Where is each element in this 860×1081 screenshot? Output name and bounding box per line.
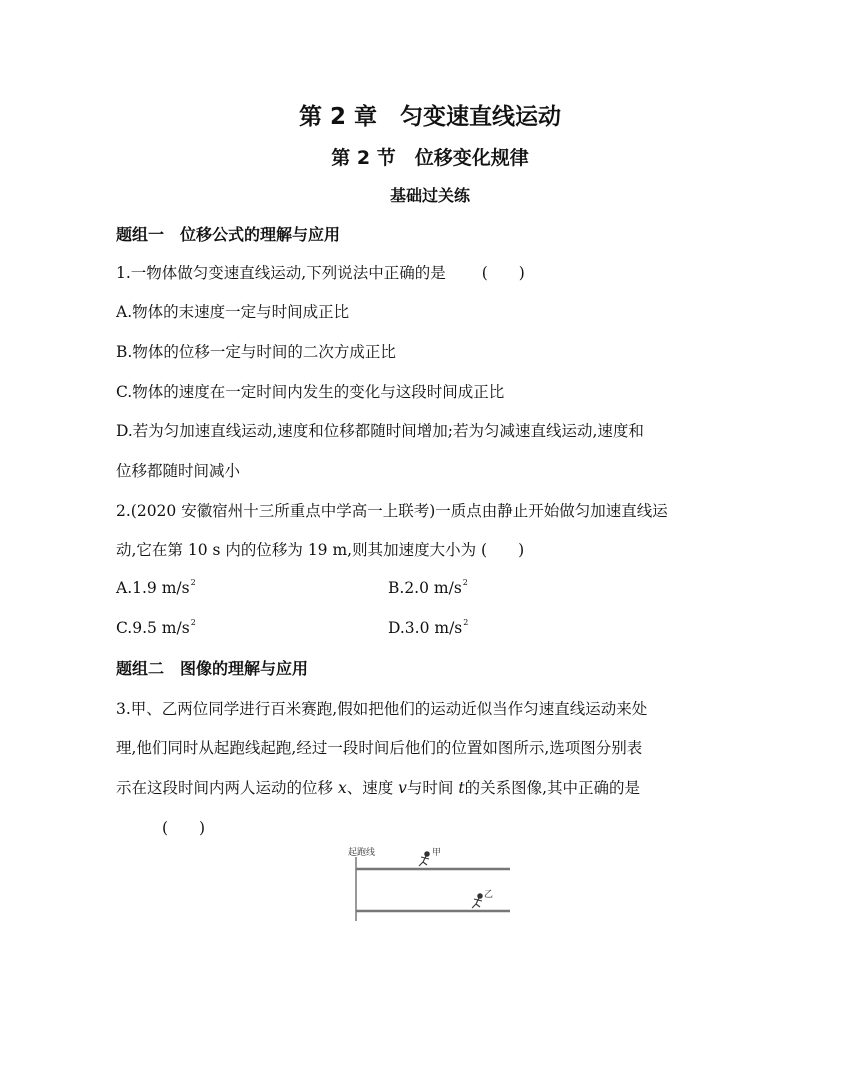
- q1-stem-text: 1.一物体做匀变速直线运动,下列说法中正确的是: [116, 264, 446, 282]
- q2-option-b-text: B.2.0 m/s: [388, 579, 462, 597]
- chapter-title: 第 2 章 匀变速直线运动: [298, 104, 562, 130]
- q2-option-a: [116, 578, 196, 597]
- exercise-subtitle: 基础过关练: [389, 186, 470, 205]
- group2-heading: 题组二 图像的理解与应用: [116, 659, 309, 678]
- q1-stem: [116, 261, 525, 283]
- q3-var-x: x: [337, 779, 347, 797]
- q2-option-a-exp: 2: [190, 578, 196, 587]
- q2-option-d: [388, 618, 468, 637]
- q3-stem-line1: 3.甲、乙两位同学进行百米赛跑,假如把他们的运动近似当作匀速直线运动来处: [116, 700, 648, 718]
- runner-a-label: 甲: [432, 848, 442, 858]
- q3-text-c: 与时间: [406, 779, 454, 797]
- q3-answer-bracket: ( ): [162, 819, 206, 837]
- q2-option-c: [116, 618, 196, 637]
- q3-text-b: 、速度: [346, 779, 394, 797]
- q1-answer-bracket: ( ): [481, 264, 525, 282]
- q2-option-d-text: D.3.0 m/s: [388, 619, 463, 637]
- q2-option-d-exp: 2: [463, 618, 469, 627]
- q3-text-d: 的关系图像,其中正确的是: [464, 779, 641, 797]
- q2-stem-line2: 动,它在第 10 s 内的位移为 19 m,则其加速度大小为 ( ): [116, 541, 525, 559]
- q2-option-c-exp: 2: [190, 618, 196, 627]
- q3-stem-line3: [116, 776, 640, 798]
- runner-b-label: 乙: [484, 890, 494, 900]
- q1-option-a: A.物体的末速度一定与时间成正比: [116, 303, 350, 321]
- q2-option-b-exp: 2: [462, 578, 468, 587]
- q1-option-c: C.物体的速度在一定时间内发生的变化与这段时间成正比: [116, 383, 505, 401]
- q1-option-d-line2: 位移都随时间减小: [116, 462, 241, 480]
- section-title: 第 2 节 位移变化规律: [331, 147, 529, 169]
- q2-option-c-text: C.9.5 m/s: [116, 619, 190, 637]
- q2-option-b: [388, 578, 468, 597]
- race-figure: [344, 843, 514, 925]
- q1-option-d-line1: D.若为匀加速直线运动,速度和位移都随时间增加;若为匀减速直线运动,速度和: [116, 422, 644, 440]
- q3-var-t: t: [458, 779, 465, 797]
- start-line-label: 起跑线: [348, 848, 376, 858]
- q3-var-v: v: [398, 779, 407, 797]
- q2-stem-line1: 2.(2020 安徽宿州十三所重点中学高一上联考)一质点由静止开始做匀加速直线运: [116, 502, 668, 520]
- q3-text-a: 示在这段时间内两人运动的位移: [116, 779, 334, 797]
- q3-stem-line2: 理,他们同时从起跑线起跑,经过一段时间后他们的位置如图所示,选项图分别表: [116, 739, 643, 757]
- runner-b-icon: [472, 894, 482, 908]
- runner-a-icon: [419, 852, 429, 866]
- group1-heading: 题组一 位移公式的理解与应用: [116, 225, 341, 244]
- q2-option-a-text: A.1.9 m/s: [116, 579, 190, 597]
- q1-option-b: B.物体的位移一定与时间的二次方成正比: [116, 343, 396, 361]
